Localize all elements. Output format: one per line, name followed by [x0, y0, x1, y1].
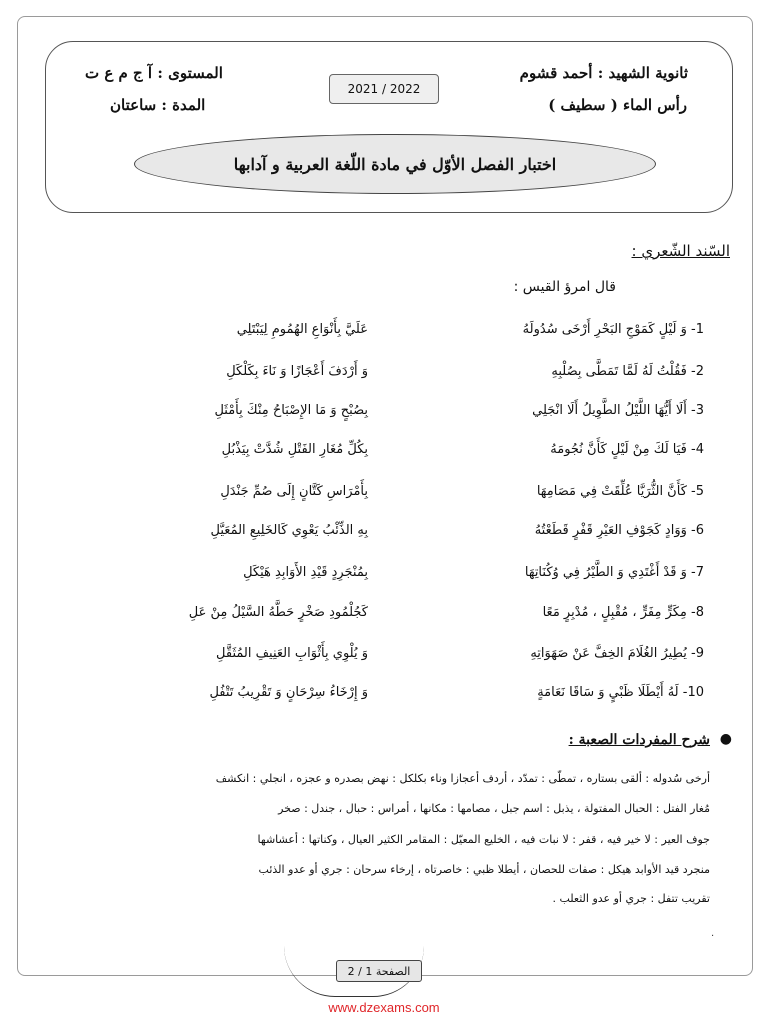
section-label: السّند الشّعري :	[631, 242, 730, 260]
page-number-box	[336, 960, 422, 982]
glossary-line: منجرد قيد الأوابد هيكل : صفات للحصان ، أيطلا ظبي : خاصرتاه ، إرخاء سرحان : جري أو عدو الذئب	[258, 863, 710, 876]
bullet-icon: ●	[719, 731, 732, 747]
verse-ajuz: بِصُبْحٍ وَ مَا الإِصْبَاحُ مِنْكَ بِأَمْثَلِ	[214, 403, 368, 418]
verse-ajuz: بِمُنْجَرِدٍ قَيْدِ الأَوَابِدِ هَيْكَلِ	[243, 565, 368, 580]
verse-ajuz: بِكُلِّ مُغَارِ الفَتْلِ شُدَّتْ بِيَذْبُلِ	[221, 442, 368, 457]
school-name: ثانوية الشهيد : أحمد قشوم	[519, 64, 688, 82]
school-year: 2021 / 2022	[347, 82, 421, 96]
verse-ajuz: بِأَمْرَاسِ كَتَّانٍ إِلَى صُمِّ جَنْدَلِ	[220, 484, 368, 499]
verse-sadr: 2- فَقُلْتُ لَهُ لَمَّا تَمَطَّى بِصُلْبِهِ	[551, 364, 704, 379]
verse-ajuz: وَ إِرْخَاءُ سِرْحَانٍ وَ تَقْرِيبُ تَتْفُلِ	[209, 685, 368, 700]
glossary-line: أرخى سُدوله : ألقى بستاره ، تمطّى : تمدّد ، أردف أعجازا وناء بكلكل : نهض بصدره و عجزه ، انجلي : انكشف	[215, 772, 710, 785]
verse-sadr: 7- وَ قَدْ أَغْتَدِي وَ الطَّيْرُ فِي وُكُنَاتِهَا	[524, 565, 704, 580]
verse-ajuz: بِهِ الذِّئْبُ يَعْوِي كَالخَلِيعِ المُعَيَّلِ	[210, 523, 368, 538]
exam-title: اختبار الفصل الأوّل في مادة اللّغة العربية و آدابها	[233, 154, 557, 174]
school-year-box	[329, 74, 439, 104]
verse-sadr: 9- يُطِيرُ الغُلَامَ الخِفَّ عَنْ صَهَوَاتِهِ	[530, 646, 704, 661]
duration-label: المدة : ساعتان	[110, 96, 206, 114]
verse-sadr: 6- وَوَادٍ كَجَوْفِ العَيْرِ قَفْرٍ قَطَعْتُهُ	[534, 523, 704, 538]
verse-sadr: 10- لَهُ أَيْطَلَا ظَبْيٍ وَ سَاقَا نَعَامَةٍ	[537, 685, 704, 700]
glossary-line: جوف العير : لا خير فيه ، قفر : لا نبات فيه ، الخليع المعيّل : المقامر الكثير العيال ، وكناتها : أعشاشها	[257, 833, 710, 846]
verse-ajuz: كَجُلْمُودِ صَخْرٍ حَطَّهُ السَّيْلُ مِنْ عَلِ	[188, 605, 368, 620]
verse-ajuz: وَ أَرْدَفَ أَعْجَازًا وَ نَاءَ بِكَلْكَلِ	[226, 364, 368, 379]
verse-sadr: 8- مِكَرٍّ مِفَرٍّ ، مُقْبِلٍ ، مُدْبِرٍ مَعًا	[542, 605, 704, 620]
verse-ajuz: وَ يُلْوِي بِأَثْوَابِ العَنِيفِ المُثَقَّلِ	[216, 646, 368, 661]
glossary-line: مُغار الفتل : الحبال المفتولة ، يذبل : اسم جبل ، مصامها : مكانها ، أمراس : حبال ، جندل : صخر	[278, 802, 710, 815]
stray-mark: .	[711, 928, 715, 939]
glossary-line: تقريب تتفل : جري أو عدو الثعلب .	[552, 892, 710, 905]
exam-title-banner	[134, 134, 656, 194]
school-location: رأس الماء ( سطيف )	[548, 96, 687, 114]
level-label: المستوى : آ ج م ع ت	[85, 64, 223, 82]
verse-sadr: 4- فَيَا لَكَ مِنْ لَيْلٍ كَأَنَّ نُجُومَهُ	[550, 442, 704, 457]
glossary-heading: شرح المفردات الصعبة :	[568, 732, 710, 748]
verse-ajuz: عَلَيَّ بِأَنْوَاعِ الهُمُومِ لِيَبْتَلِي	[236, 322, 368, 337]
poet-label: قال امرؤ القيس :	[513, 279, 616, 295]
site-link[interactable]: www.dzexams.com	[328, 1000, 440, 1015]
verse-sadr: 3- أَلَا أَيُّهَا اللَّيْلُ الطَّوِيلُ أَلَا انْجَلِي	[532, 403, 704, 418]
verse-sadr: 5- كَأَنَّ الثُّرَيَّا عُلِّقَتْ فِي مَصَامِهَا	[536, 484, 704, 499]
page-number: الصفحة 1 / 2	[347, 964, 411, 978]
verse-sadr: 1- وَ لَيْلٍ كَمَوْجِ البَحْرِ أَرْخَى سُدُولَهُ	[522, 322, 704, 337]
